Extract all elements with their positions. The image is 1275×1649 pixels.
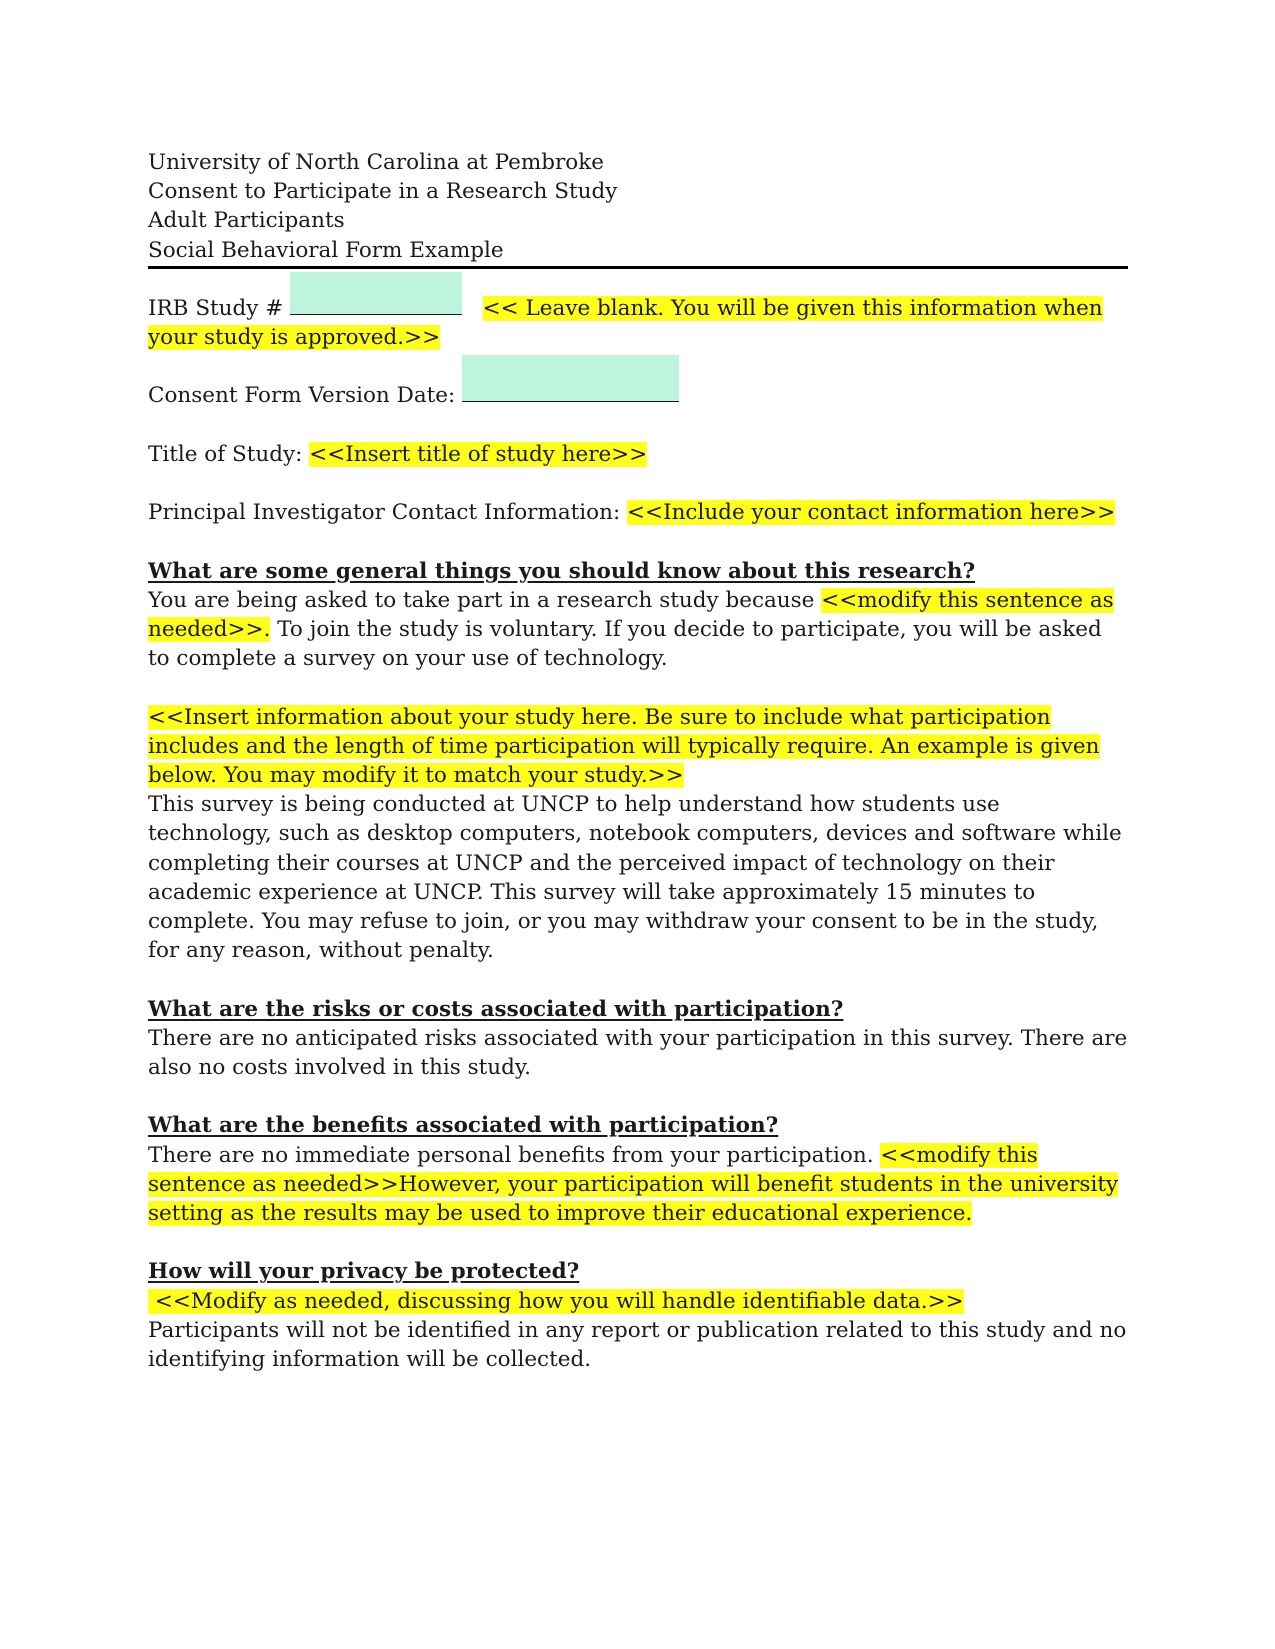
irb-study-label: IRB Study #: [148, 295, 291, 321]
study-info-instruction: [148, 703, 1128, 791]
irb-study-field[interactable]: [290, 314, 462, 315]
version-date-line: [148, 381, 1128, 410]
general-section-intro: [148, 586, 1128, 674]
study-title-label: Title of Study:: [148, 441, 310, 467]
privacy-highlight: <<Modify as needed, discussing how you will handle identifiable data.>>: [148, 1288, 964, 1314]
study-title-placeholder: <<Insert title of study here>>: [309, 441, 648, 467]
risks-section-body: There are no anticipated risks associated with your participation in this survey. There are also no costs involved in this study.: [148, 1025, 1128, 1080]
privacy-instruction: [148, 1287, 1128, 1316]
pi-contact-label: Principal Investigator Contact Information:: [148, 500, 628, 526]
risks-section-heading: What are the risks or costs associated with participation?: [148, 996, 844, 1022]
form-title: Consent to Participate in a Research Study: [148, 179, 618, 205]
version-date-label: Consent Form Version Date:: [148, 383, 463, 409]
irb-study-field-shading: [290, 272, 462, 314]
privacy-section-body: Participants will not be identified in any report or publication related to this study and no identifying information will be collected.: [148, 1317, 1127, 1372]
general-intro-text: You are being asked to take part in a research study because: [148, 587, 822, 613]
privacy-section-heading: How will your privacy be protected?: [148, 1259, 580, 1285]
version-date-field[interactable]: [462, 401, 679, 402]
consent-form-page: [148, 148, 1128, 1374]
form-example-label: Social Behavioral Form Example: [148, 237, 504, 263]
study-info-highlight: <<Insert information about your study here. Be sure to include what participation includes and the length of time participation will typically require. An example is given below. You may modify it to match your study.>>: [148, 704, 1100, 788]
general-intro-highlight: <<modify this sentence as needed>>.: [148, 587, 1114, 642]
version-date-field-shading: [462, 355, 679, 401]
benefits-section-heading: What are the benefits associated with participation?: [148, 1113, 779, 1139]
general-section-heading: What are some general things you should know about this research?: [148, 558, 976, 584]
general-intro-text-cont: To join the study is voluntary. If you decide to participate, you will be asked to complete a survey on your use of technology.: [148, 616, 1102, 672]
benefits-text: There are no immediate personal benefits from your participation.: [148, 1142, 881, 1168]
benefits-highlight: <<modify this sentence as needed>>However, your participation will benefit students in the university setting as the results may be used to improve their educational experience.: [148, 1142, 1119, 1226]
participant-type: Adult Participants: [148, 208, 345, 234]
benefits-section-body: [148, 1141, 1128, 1229]
university-name: University of North Carolina at Pembroke: [148, 150, 604, 175]
survey-description: This survey is being conducted at UNCP to help understand how students use technology, such as desktop computers, notebook computers, devices and software while completing their courses at UNCP and the perceived impact of technology on their academic experience at UNCP. This survey will take approximately 15 minutes to complete. You may refuse to join, or you may withdraw your consent to be in the study, for any reason, without penalty.: [148, 792, 1122, 964]
study-title-line: [148, 440, 1128, 469]
irb-note-highlight: << Leave blank. You will be given this information when: [482, 295, 1103, 321]
irb-study-line: [148, 294, 1128, 352]
irb-note-highlight-cont: your study is approved.>>: [148, 325, 441, 351]
pi-contact-placeholder: <<Include your contact information here>>: [627, 500, 1116, 526]
pi-contact-line: [148, 498, 1128, 527]
document-header: [148, 148, 1128, 269]
